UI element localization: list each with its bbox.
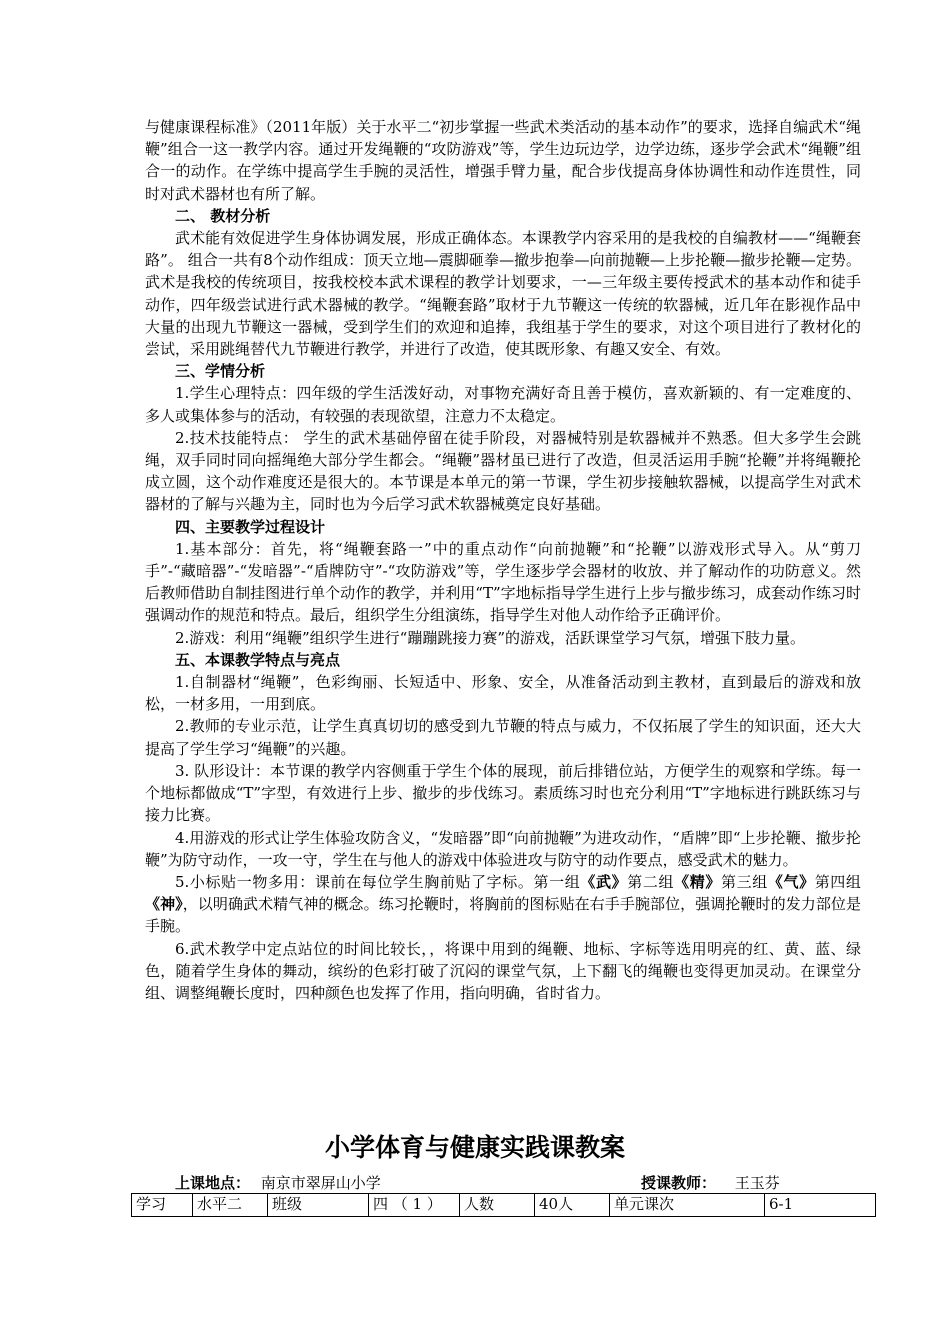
paragraph-basic-part: 1.基本部分：首先，将“绳鞭套路一”中的重点动作“向前抛鞭”和“抡鞭”以游戏形式导入。从“剪刀手”-“藏暗器”-“发暗器”-“盾牌防守”-“攻防游戏”等，学生逐步学会器材的收放、并了解动作的功防意义。然后教师借助自制挂图进行单个动作的教学，并利用“T”字地标指导学生进行上步与撤步练习，成套动作练习时强调动作的规范和特点。最后，组织学生分组演练，指导学生对他人动作给予正确评价。 [145, 539, 861, 625]
table-cell: 6-1 [765, 1194, 876, 1217]
group-label-shen: 《神》 [145, 895, 183, 914]
paragraph-feature-5 [145, 871, 861, 938]
lesson-info-table [131, 1193, 876, 1217]
feature-5-text: 第三组 [720, 872, 768, 891]
table-cell: 40人 [535, 1194, 610, 1217]
group-label-jing: 《精》 [674, 872, 721, 891]
feature-5-text: 第四组 [814, 872, 861, 891]
group-label-wu: 《武》 [580, 872, 628, 891]
table-cell: 单元课次 [610, 1194, 765, 1217]
section-heading-3: 三、学情分析 [175, 362, 266, 381]
paragraph-intro: 与健康课程标准》（2011年版）关于水平二“初步掌握一些武术类活动的基本动作”的要求，选择自编武术“绳鞭”组合一这一教学内容。通过开发绳鞭的“攻防游戏”等，学生边玩边学，边学边练，逐步学会武术“绳鞭”组合一的动作。在学练中提高学生手腕的灵活性，增强手臂力量，配合步伐提高身体协调性和动作连贯性，同时对武术器材也有所了解。 [145, 118, 861, 203]
paragraph-feature-2: 2.教师的专业示范，让学生真真切切的感受到九节鞭的特点与威力，不仅拓展了学生的知识面，还大大提高了学生学习“绳鞭”的兴趣。 [145, 717, 861, 758]
location-label: 上课地点： [175, 1174, 251, 1192]
feature-5-text: ，以明确武术精气神的概念。练习抡鞭时，将胸前的图标贴在右手手腕部位，强调抡鞭时的发力部位是手腕。 [145, 895, 861, 936]
feature-5-text: 5.小标贴一物多用：课前在每位学生胸前贴了字标。第一组 [175, 872, 581, 891]
teacher-line [641, 1172, 780, 1193]
paragraph-skills: 2.技术技能特点： 学生的武术基础停留在徒手阶段，对器械特别是软器械并不熟悉。但大多学生会跳绳，双手同时同向摇绳绝大部分学生都会。“绳鞭”器材虽已进行了改造，但灵活运用手腕“抡鞭”并将绳鞭抡成立圆，这个动作难度还是很大的。本节课是本单元的第一节课，学生初步接触软器械，以提高学生对武术器材的了解与兴趣为主，同时也为今后学习武术软器械奠定良好基础。 [145, 428, 861, 514]
lesson-plan-title: 小学体育与健康实践课教案 [324, 1133, 625, 1162]
paragraph-feature-1: 1.自制器材“绳鞭”，色彩绚丽、长短适中、形象、安全，从准备活动到主教材，直到最后的游戏和放松，一材多用，一用到底。 [145, 673, 861, 714]
teacher-value: 王玉芬 [734, 1174, 780, 1192]
paragraph-material: 武术能有效促进学生身体协调发展，形成正确体态。本课教学内容采用的是我校的自编教材——“绳鞭套路”。 组合一共有8个动作组成：顶天立地—震脚砸拳—撤步抱拳—向前抛鞭—上步抡鞭—撤步抡鞭—定势。武术是我校的传统项目，按我校校本武术课程的教学计划要求，一—三年级主要传授武术的基本动作和徒手动作，四年级尝试进行武术器械的教学。“绳鞭套路”取材于九节鞭这一传统的软器械，近几年在影视作品中大量的出现九节鞭这一器械，受到学生们的欢迎和追捧，我组基于学生的要求，对这个项目进行了教材化的尝试，采用跳绳替代九节鞭进行教学，并进行了改造，使其既形象、有趣又安全、有效。 [145, 229, 861, 359]
paragraph-feature-3: 3. 队形设计：本节课的教学内容侧重于学生个体的展现，前后排错位站，方便学生的观察和学练。每一个地标都做成“T”字型，有效进行上步、撤步的步伐练习。素质练习时也充分利用“T”字地标进行跳跃练习与接力比赛。 [145, 761, 861, 825]
section-heading-4: 四、主要教学过程设计 [175, 517, 326, 536]
table-cell: 学习 [132, 1194, 193, 1217]
paragraph-game: 2.游戏：利用“绳鞭”组织学生进行“蹦蹦跳接力赛”的游戏，活跃课堂学习气氛，增强下肢力量。 [175, 628, 805, 647]
document-body [145, 116, 861, 1004]
paragraph-feature-6: 6.武术教学中定点站位的时间比较长，，将课中用到的绳鞭、地标、字标等选用明亮的红、黄、蓝、绿色，随着学生身体的舞动，缤纷的色彩打破了沉闷的课堂气氛，上下翻飞的绳鞭也变得更加灵动。在课堂分组、调整绳鞭长度时，四种颜色也发挥了作用，指向明确，省时省力。 [145, 939, 861, 1002]
feature-5-text: 第二组 [627, 872, 675, 891]
section-heading-5: 五、本课教学特点与亮点 [175, 650, 341, 669]
teacher-label: 授课教师： [641, 1174, 717, 1192]
group-label-qi: 《气》 [767, 872, 815, 891]
paragraph-feature-4: 4.用游戏的形式让学生体验攻防含义，“发暗器”即“向前抛鞭”为进攻动作，“盾牌”即“上步抡鞭、撤步抡鞭”为防守动作，一攻一守，学生在与他人的游戏中体验进攻与防守的动作要点，感受武术的魅力。 [145, 828, 861, 869]
table-cell: 水平二 [193, 1194, 268, 1217]
table-cell: 四 （ 1 ） [369, 1194, 460, 1217]
table-cell: 班级 [268, 1194, 369, 1217]
table-row [132, 1194, 876, 1217]
location-line [175, 1172, 381, 1193]
location-value: 南京市翠屏山小学 [260, 1174, 381, 1192]
paragraph-psychology: 1.学生心理特点：四年级的学生活泼好动，对事物充满好奇且善于模仿，喜欢新颖的、有一定难度的、多人或集体参与的活动，有较强的表现欲望，注意力不太稳定。 [145, 384, 861, 425]
section-heading-2: 二、 教材分析 [175, 206, 271, 225]
table-cell: 人数 [460, 1194, 535, 1217]
